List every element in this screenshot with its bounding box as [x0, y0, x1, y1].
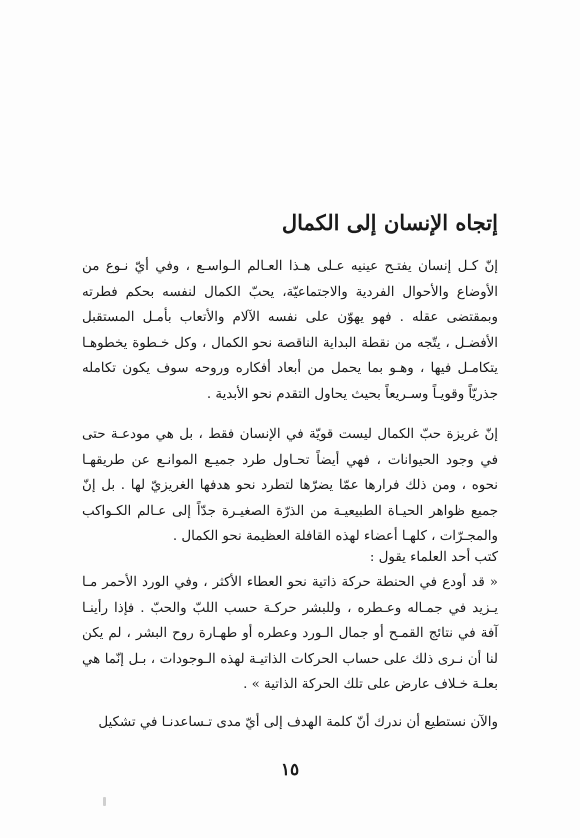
paragraph-1: إنّ كـل إنسان يفتـح عينيه عـلى هـذا العـالم الـواسـع ، وفي أيّ نـوع من الأوضاع والأحوال الفردية والاجتماعيّة، يحبّ الكمال لنفسه بحكم فطرته وبمقتضى عقله . فهو يهوّن على نفسه الآلام والأتعاب بأمـل المستقبل الأفضـل ، يتّجه من نقطة البداية الناقصة نحو الكمال ، وكل خـطوة يخطوهـا يتكامـل فيها ، وهـو بما يحمل من أبعاد أفكاره وروحه سوف يكون تكامله جذريّاً وقويـاً وسـريعاً بحيث يحاول التقدم نحو الأبدية . — [82, 259, 498, 402]
paragraph-2: إنّ غريزة حبّ الكمال ليست قويّة في الإنسان فقط ، بل هي مودعـة حتى في وجود الحيوانات ، فهي أيضاً تحـاول طرد جميـع الموانـع عن طريقهـا نحوه ، ومن ذلك فرارها عمّا يضرّها لتطرد نحو هدفها الغريزيّ لها . بل إنّ جميع ظواهر الحيـاة الطبيعيـة من الذرّة الصغيـرة جدّاً إلى عـالم الكـواكب والمجـرّات ، كلهـا أعضاء لهذه القافلة العظيمة نحو الكمال . — [82, 427, 498, 544]
paragraph-4: والآن نستطيع أن ندرك أنّ كلمة الهدف إلى أيّ مدى تـساعدنـا في تشكيل — [98, 715, 498, 730]
quote-intro: كتب أحد العلماء يقول : — [369, 550, 498, 565]
paragraph-3-quote: « قد أودع في الحنطة حركة ذاتية نحو العطاء الأكثر ، وفي الورد الأحمر مـا يـزيد في جمـاله وعـطره ، وللبشر حركـة حسب اللبّ والحبّ . فإذا رأينـا آفة في نتائج القمـح أو جمال الـورد وعطره أو طهـارة روح البشر ، لم يكن لنا أن نـرى ذلك على حساب الحركات الذاتيـة لهذه الـوجودات ، بـل إنّما هي بعلـة خـلاف عارض على تلك الحركة الذاتية » . — [82, 575, 498, 692]
page-number: ١٥ — [280, 760, 300, 780]
section-heading: إتجاه الإنسان إلى الكمال — [281, 210, 498, 235]
scan-mark — [103, 797, 106, 806]
